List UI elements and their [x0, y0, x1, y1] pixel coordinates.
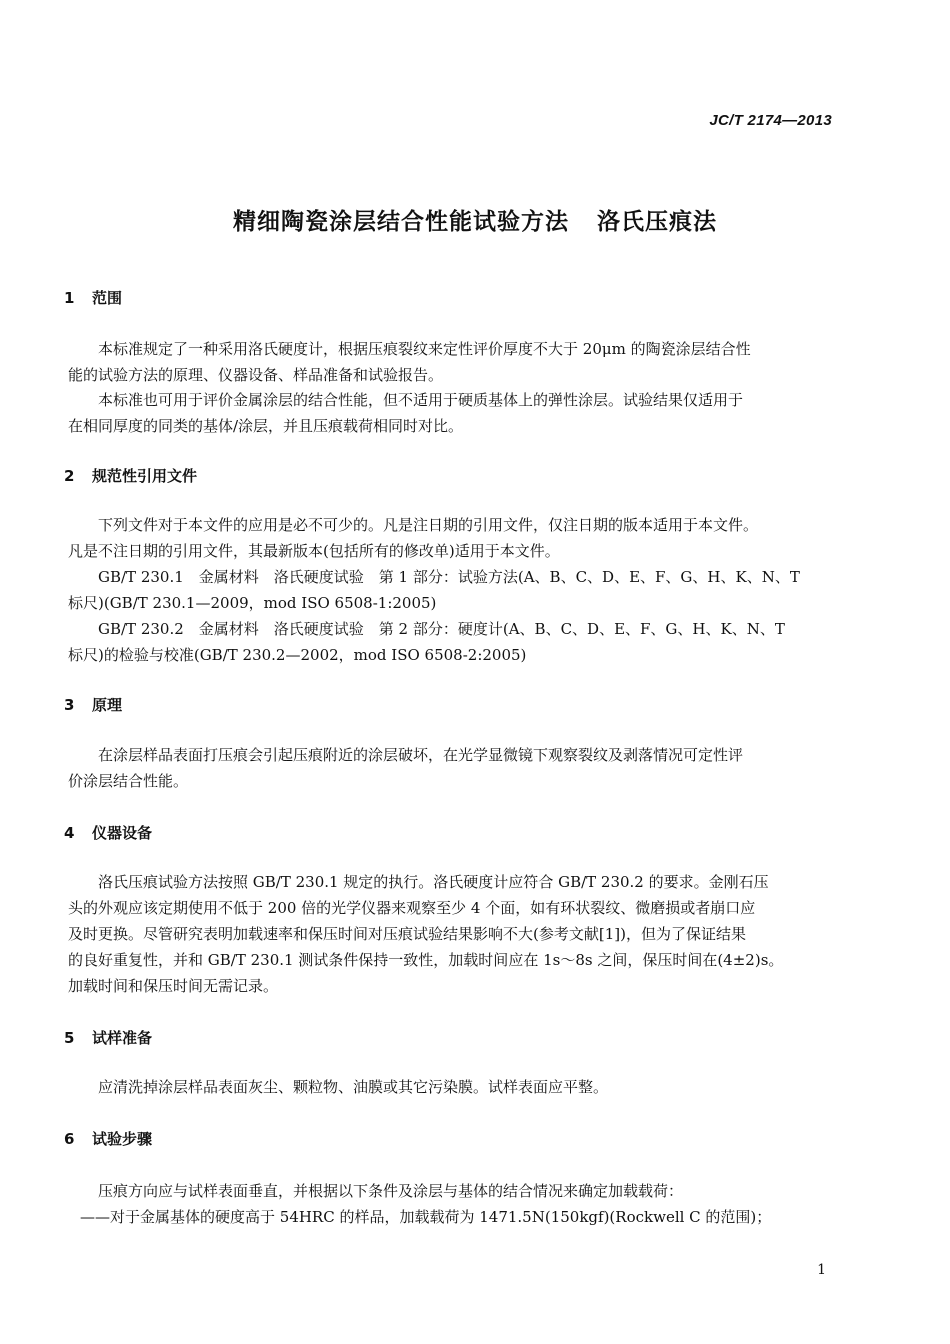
page-number: 1 [817, 1262, 826, 1278]
section-2-paragraph-1: 下列文件对于本文件的应用是必不可少的。凡是注日期的引用文件，仅注日期的版本适用于本文件。 凡是不注日期的引用文件，其最新版本(包括所有的修改单)适用于本文件。 [68, 516, 759, 560]
document-title [0, 203, 950, 236]
section-5-heading: 5 试样准备 [64, 1029, 153, 1047]
section-4-paragraph: 洛氏压痕试验方法按照 GB/T 230.1 规定的执行。洛氏硬度计应符合 GB/T 230.2 的要求。金刚石压 头的外观应该定期使用不低于 200 倍的光学仪器来观察至少 4 个面，如有环状裂纹、微磨损或者崩口应 及时更换。尽管研究表明加载速率和保压时间对压痕试验结果影响不大(参考文献[1])，但为了保证结果 的良好重复性，并和 GB/T 230.1 测试条件保持一致性，加载时间应在 1s～8s 之间，保压时间在(4±2)s。 加载时间和保压时间无需记录。 [68, 873, 784, 995]
section-3-heading: 3 原理 [64, 696, 123, 714]
section-6-paragraph: 压痕方向应与试样表面垂直，并根据以下条件及涂层与基体的结合情况来确定加载载荷： ——对于金属基体的硬度高于 54HRC 的样品，加载载荷为 1471.5N(150kgf)(Rockwell C 的范围)； [68, 1178, 838, 1230]
section-4-heading: 4 仪器设备 [64, 824, 153, 842]
load-condition-item: ——对于金属基体的硬度高于 54HRC 的样品，加载载荷为 1471.5N(150kgf)(Rockwell C 的范围)； [80, 1208, 772, 1226]
section-3-paragraph: 在涂层样品表面打压痕会引起压痕附近的涂层破坏，在光学显微镜下观察裂纹及剥落情况可定性评 价涂层结合性能。 [68, 746, 744, 790]
section-1-heading: 1 范围 [64, 289, 123, 307]
section-6-heading: 6 试验步骤 [64, 1130, 153, 1148]
reference-gbt-230-2: GB/T 230.2 金属材料 洛氏硬度试验 第 2 部分：硬度计(A、B、C、D、E、F、G、H、K、N、T 标尺)的检验与校准(GB/T 230.2—2002，mod ISO 6508-2:2005) [68, 620, 785, 664]
section-1-paragraph-1: 本标准规定了一种采用洛氏硬度计，根据压痕裂纹来定性评价厚度不大于 20μm 的陶瓷涂层结合性 能的试验方法的原理、仪器设备、样品准备和试验报告。 [68, 340, 751, 384]
title-main: 精细陶瓷涂层结合性能试验方法 [233, 209, 569, 235]
title-method: 洛氏压痕法 [597, 209, 717, 235]
reference-gbt-230-1: GB/T 230.1 金属材料 洛氏硬度试验 第 1 部分：试验方法(A、B、C、D、E、F、G、H、K、N、T 标尺)(GB/T 230.1—2009，mod ISO 6508-1:2005) [68, 568, 800, 612]
section-1-paragraph-2: 本标准也可用于评价金属涂层的结合性能，但不适用于硬质基体上的弹性涂层。试验结果仅适用于 在相同厚度的同类的基体/涂层，并且压痕载荷相同时对比。 [68, 391, 744, 435]
standard-code: JC/T 2174—2013 [709, 112, 832, 129]
section-5-paragraph: 应清洗掉涂层样品表面灰尘、颗粒物、油膜或其它污染膜。试样表面应平整。 [98, 1078, 609, 1096]
section-2-heading: 2 规范性引用文件 [64, 467, 198, 485]
